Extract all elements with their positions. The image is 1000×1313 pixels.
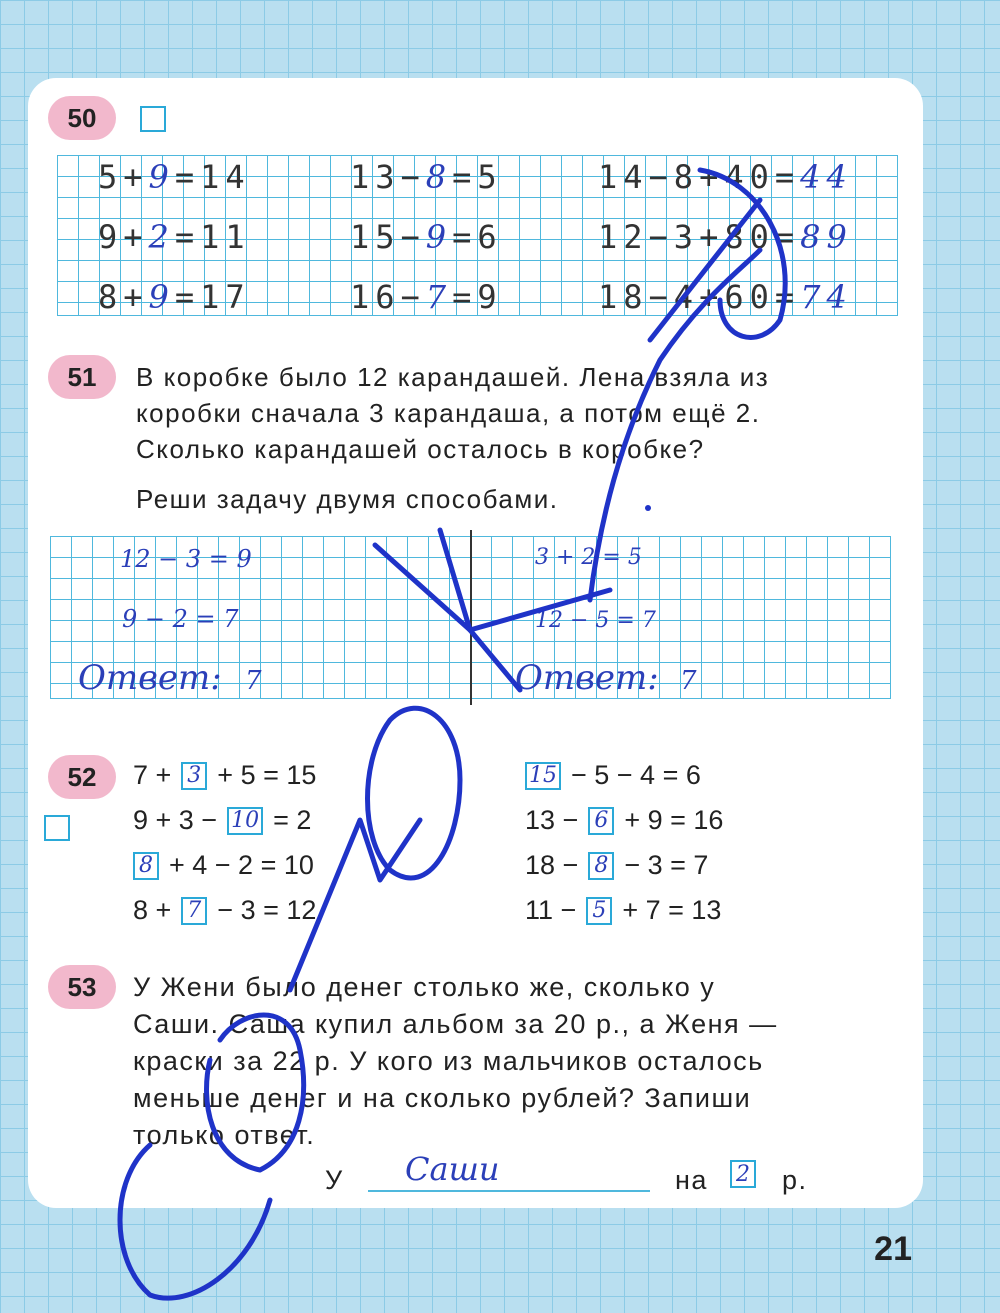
answer-box: 3 [181, 762, 207, 790]
solution-1-step-1: 12 − 3 = 9 [120, 545, 252, 573]
answer-name: Саши [405, 1150, 500, 1188]
handwritten-answer: 9 [148, 158, 175, 196]
solution-1-answer-label: Ответ: [78, 658, 222, 698]
problem-53-line-1: У Жени было денег столько же, сколько у [133, 972, 716, 1002]
exercise-52-right-row [525, 760, 701, 791]
page-number: 21 [874, 1230, 912, 1268]
handwritten-answer: 74 [800, 278, 853, 316]
expression-part: − 5 − 4 = 6 [571, 760, 701, 790]
exercise-52-right-row [525, 850, 708, 881]
exercise-52-left-row [133, 850, 314, 881]
answer-prefix: У [325, 1165, 344, 1195]
solution-2-step-2: 12 − 5 = 7 [535, 608, 656, 633]
equation-1-1 [98, 158, 251, 196]
expression-part: 7 + [133, 760, 172, 790]
equation-2-3 [598, 218, 853, 256]
checkbox-square [44, 815, 70, 841]
equation-printed-part: 15− [350, 218, 426, 256]
answer-box: 7 [181, 897, 207, 925]
equation-printed-part: 13− [350, 158, 426, 196]
equation-3-3 [598, 278, 853, 316]
answer-suffix: р. [782, 1165, 808, 1195]
equation-printed-part: 16− [350, 278, 426, 316]
grid-divider-line [470, 530, 472, 705]
exercise-52-right-row [525, 895, 721, 926]
equation-printed-part: 5+ [98, 158, 149, 196]
equation-2-2 [350, 218, 503, 256]
answer-box: 5 [586, 897, 612, 925]
handwritten-answer: 89 [800, 218, 853, 256]
exercise-52-right-row [525, 805, 723, 836]
solution-1-step-2: 9 − 2 = 7 [122, 605, 239, 633]
exercise-53-badge: 53 [48, 965, 116, 1009]
equation-printed-part: 14−8+40= [598, 158, 801, 196]
expression-part: + 5 = 15 [217, 760, 317, 790]
problem-53-line-2: Саши. Саша купил альбом за 20 р., а Женя — [133, 1009, 778, 1039]
problem-51-task: Реши задачу двумя способами. [136, 484, 559, 514]
problem-53-line-4: меньше денег и на сколько рублей? Запиши [133, 1083, 752, 1113]
handwritten-answer: 44 [800, 158, 853, 196]
equation-printed-part: 18−4+60= [598, 278, 801, 316]
equation-printed-part: =9 [452, 278, 503, 316]
expression-part: − 3 = 12 [217, 895, 317, 925]
answer-underline [368, 1190, 650, 1192]
expression-part: 13 − [525, 805, 579, 835]
equation-printed-part: =14 [174, 158, 251, 196]
answer-box: 6 [588, 807, 614, 835]
problem-51-line-1: В коробке было 12 карандашей. Лена взяла из [136, 362, 770, 392]
equation-printed-part: =6 [452, 218, 503, 256]
answer-box: 10 [227, 807, 263, 835]
answer-box: 8 [133, 852, 159, 880]
handwritten-answer: 9 [148, 278, 175, 316]
problem-51-line-2: коробки сначала 3 карандаша, а потом ещё 2. [136, 398, 761, 428]
problem-53-line-3: краски за 22 р. У кого из мальчиков осталось [133, 1046, 764, 1076]
expression-part: 9 + 3 − [133, 805, 218, 835]
answer-box: 8 [588, 852, 614, 880]
equation-1-3 [598, 158, 853, 196]
equation-printed-part: =5 [452, 158, 503, 196]
exercise-52-left-row [133, 805, 311, 836]
expression-part: + 4 − 2 = 10 [169, 850, 314, 880]
answer-mid: на [675, 1165, 708, 1195]
exercise-52-badge: 52 [48, 755, 116, 799]
problem-53-line-5: только ответ. [133, 1120, 316, 1150]
expression-part: = 2 [273, 805, 312, 835]
equation-printed-part: =11 [174, 218, 251, 256]
expression-part: 11 − [525, 895, 577, 925]
equation-1-2 [350, 158, 503, 196]
expression-part: 8 + [133, 895, 172, 925]
solution-1-answer: 7 [245, 666, 262, 696]
equation-printed-part: 8+ [98, 278, 149, 316]
equation-printed-part: 12−3+80= [598, 218, 801, 256]
handwritten-answer: 8 [425, 158, 453, 196]
checkbox-square [140, 106, 166, 132]
answer-box: 15 [525, 762, 561, 790]
solution-2-answer: 7 [680, 666, 697, 696]
equation-printed-part: 9+ [98, 218, 149, 256]
exercise-52-left-row [133, 895, 316, 926]
expression-part: − 3 = 7 [624, 850, 709, 880]
solution-2-answer-label: Ответ: [515, 658, 659, 698]
equation-3-1 [98, 278, 251, 316]
exercise-51-badge: 51 [48, 355, 116, 399]
expression-part: 18 − [525, 850, 579, 880]
exercise-52-left-row [133, 760, 316, 791]
handwritten-answer: 7 [425, 278, 453, 316]
expression-part: + 9 = 16 [624, 805, 724, 835]
handwritten-answer: 9 [425, 218, 453, 256]
answer-value-box: 2 [730, 1160, 756, 1188]
exercise-50-badge: 50 [48, 96, 116, 140]
equation-2-1 [98, 218, 251, 256]
equation-printed-part: =17 [174, 278, 251, 316]
expression-part: + 7 = 13 [622, 895, 722, 925]
solution-2-step-1: 3 + 2 = 5 [535, 545, 642, 570]
problem-51-line-3: Сколько карандашей осталось в коробке? [136, 434, 705, 464]
handwritten-answer: 2 [148, 218, 175, 256]
equation-3-2 [350, 278, 503, 316]
